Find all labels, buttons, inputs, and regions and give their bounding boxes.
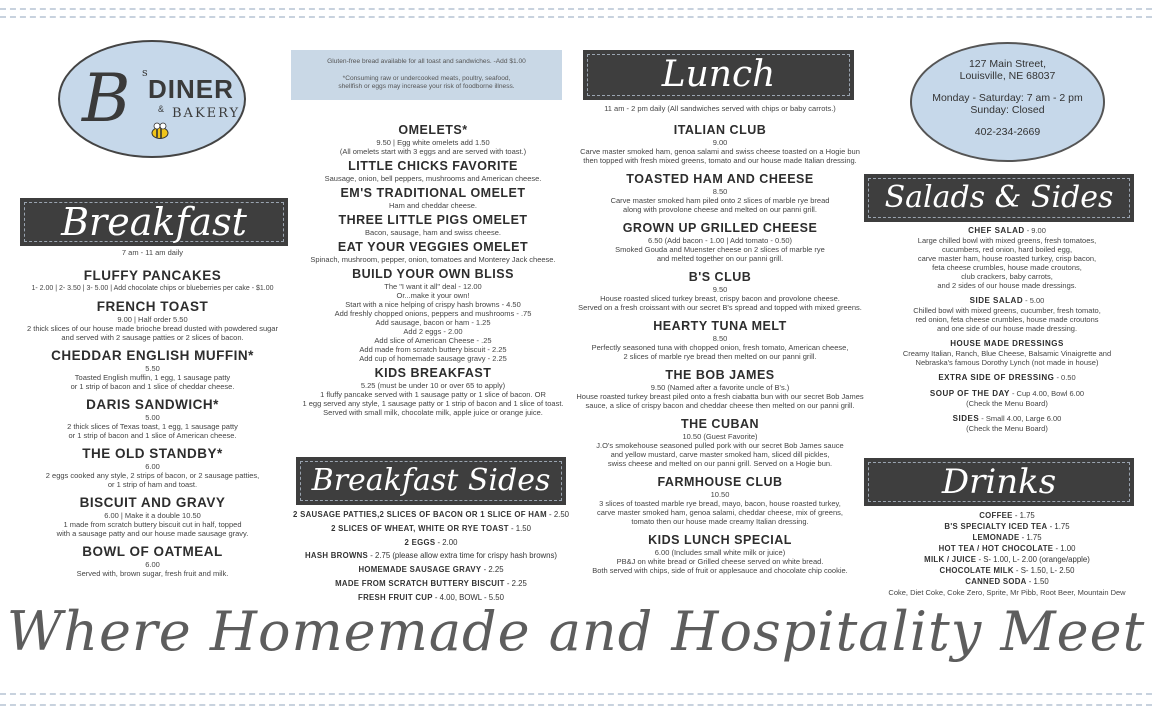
drink-item — [862, 521, 1152, 532]
item-desc: Both served with chips, side of fruit or applesauce and chocolate chip cookie. — [592, 566, 848, 575]
item-name: EAT YOUR VEGGIES OMELET — [337, 240, 529, 254]
warning-note-line2: shellfish or eggs may increase your risk of foodborne illness. — [338, 83, 515, 90]
breakfast-sides-section — [291, 508, 571, 605]
item-desc: 9.50 (Named after a favorite uncle of B's.) — [650, 383, 790, 392]
phone-number: 402-234-2669 — [974, 126, 1041, 138]
item-desc: Add freshly chopped onions, peppers and mushrooms - .75 — [334, 309, 532, 318]
item-price: - 9.00 — [1024, 226, 1046, 235]
salad-item — [862, 388, 1152, 408]
drink-item — [862, 576, 1152, 587]
item-desc: (Check the Menu Board) — [966, 399, 1048, 408]
logo-superscript: s — [142, 66, 148, 79]
item-desc: 9.00 | Half order 5.50 — [117, 315, 188, 324]
item-desc: (All omelets start with 3 eggs and are served with toast.) — [339, 147, 527, 156]
item-desc: 1 made from scratch buttery biscuit cut in half, topped — [63, 520, 242, 529]
drink-price: - 1.50 — [1026, 577, 1049, 586]
item-desc: House roasted turkey breast piled onto a fresh ciabatta bun with our secret Bob James — [576, 392, 864, 401]
item-desc: Add slice of American Cheese - .25 — [374, 336, 492, 345]
item-desc: along with provolone cheese and melted on our panni grill. — [623, 205, 817, 214]
item-desc: carve master ham, house roasted turkey, crisp bacon, — [917, 254, 1097, 263]
item-desc: and 2 sides of our house made dressings. — [937, 281, 1077, 290]
side-name: HASH BROWNS — [304, 551, 369, 561]
item-price: - Cup 4.00, Bowl 6.00 — [1009, 389, 1085, 398]
drinks-title: Drinks — [941, 462, 1057, 502]
side-item — [291, 549, 571, 563]
omelet-item — [288, 123, 578, 156]
item-name: EM'S TRADITIONAL OMELET — [340, 186, 526, 200]
item-desc: 1- 2.00 | 2- 3.50 | 3- 5.00 | Add chocolate chips or blueberries per cake - $1.00 — [31, 285, 274, 292]
drink-item — [862, 510, 1152, 521]
side-price: - 2.00 — [435, 537, 458, 547]
side-price: - 2.25 — [504, 578, 527, 588]
item-name: BISCUIT AND GRAVY — [79, 495, 226, 510]
side-price: - 4.00, BOWL - 5.50 — [432, 592, 504, 602]
item-desc: Add sausage, bacon or ham - 1.25 — [375, 318, 491, 327]
item-desc: 1 fluffy pancake served with 1 sausage patty or 1 slice of bacon. OR — [320, 390, 546, 399]
item-name: KIDS BREAKFAST — [374, 366, 492, 380]
item-desc: Or...make it your own! — [396, 291, 470, 300]
side-name: 2 EGGS — [404, 537, 436, 547]
item-desc: or 1 strip of ham and toast. — [107, 480, 198, 489]
drink-item — [862, 554, 1152, 565]
item-desc: Carve master smoked ham, genoa salami and swiss cheese toasted on a Hogie bun — [580, 147, 860, 156]
item-name: THE BOB JAMES — [665, 368, 775, 382]
omelet-item — [288, 159, 578, 183]
side-price: - 2.50 — [546, 510, 569, 519]
top-dashed-border — [0, 16, 1152, 18]
address-city: Louisville, NE 68037 — [959, 70, 1056, 82]
side-item — [291, 577, 571, 591]
lunch-item — [575, 368, 865, 410]
logo-amp: & — [158, 104, 165, 114]
item-desc: Served with, brown sugar, fresh fruit and milk. — [76, 569, 229, 578]
logo-subtitle: BAKERY — [172, 106, 241, 121]
item-desc: (Check the Menu Board) — [966, 424, 1048, 433]
bottom-dashed-border — [0, 704, 1152, 706]
address-oval — [910, 42, 1105, 162]
item-desc: carve master smoked ham, genoa salami, cheddar cheese, mix of greens, — [597, 508, 843, 517]
item-name: HEARTY TUNA MELT — [653, 319, 787, 333]
lunch-item — [575, 172, 865, 214]
omelet-item — [288, 186, 578, 210]
item-name: THREE LITTLE PIGS OMELET — [338, 213, 528, 227]
item-desc: Creamy Italian, Ranch, Blue Cheese, Balsamic Vinaigrette and — [902, 349, 1112, 358]
item-name: B'S CLUB — [688, 270, 752, 284]
item-desc: 6.00 | Make it a double 10.50 — [104, 511, 201, 520]
drink-item — [862, 565, 1152, 576]
lunch-title: Lunch — [661, 54, 776, 95]
item-name: GROWN UP GRILLED CHEESE — [622, 221, 818, 235]
item-desc: Chilled bowl with mixed greens, cucumber, fresh tomato, — [913, 306, 1101, 315]
salad-item — [862, 413, 1152, 433]
side-item — [291, 508, 571, 522]
item-desc: and one side of our house made dressing. — [936, 324, 1078, 333]
item-desc: Served on a fresh croissant with our secret B's spread and topped with mixed greens. — [578, 303, 862, 312]
item-name: SOUP OF THE DAY — [929, 389, 1010, 398]
omelet-item — [288, 366, 578, 417]
drink-name: CHOCOLATE MILK — [939, 566, 1014, 575]
item-desc: club crackers, baby carrots, — [961, 272, 1053, 281]
item-desc: or 1 strip of bacon and 1 slice of cheddar cheese. — [70, 382, 235, 391]
drink-price: - S- 1.00, L- 2.00 (orange/apple) — [976, 555, 1090, 564]
item-header — [862, 372, 1152, 383]
salad-item — [862, 372, 1152, 383]
item-desc: Perfectly seasoned tuna with chopped onion, fresh tomato, American cheese, — [591, 343, 849, 352]
item-desc: swiss cheese and melted on our panni grill. Served on a Hogie bun. — [607, 459, 833, 468]
salads-title: Salads & Sides — [884, 180, 1114, 215]
side-price: - 2.75 (please allow extra time for crispy hash browns) — [368, 551, 557, 561]
breakfast-section — [0, 248, 305, 584]
item-desc: 9.50 — [712, 285, 728, 294]
lunch-item — [575, 221, 865, 263]
item-name: BUILD YOUR OWN BLISS — [352, 267, 514, 281]
drink-name: MILK / JUICE — [924, 555, 977, 564]
item-desc: Served with small milk, chocolate milk, apple juice or orange juice. — [323, 408, 543, 417]
item-desc: 5.00 — [145, 413, 160, 422]
drink-name: B'S SPECIALTY ICED TEA — [944, 522, 1048, 531]
item-name: SIDES — [952, 414, 980, 423]
dietary-note — [291, 50, 562, 100]
drink-item — [862, 532, 1152, 543]
item-desc: House roasted sliced turkey breast, crispy bacon and provolone cheese. — [600, 294, 840, 303]
item-header — [862, 338, 1152, 349]
breakfast-sides-banner — [296, 457, 566, 505]
item-desc: 2 eggs cooked any style, 2 strips of bacon, or 2 sausage patties, — [45, 471, 260, 480]
item-desc: 9.50 | Egg white omelets add 1.50 — [376, 138, 490, 147]
item-desc: Sausage, onion, bell peppers, mushrooms and American cheese. — [324, 174, 542, 183]
item-desc: 9.00 — [712, 138, 728, 147]
side-item — [291, 536, 571, 550]
side-item — [291, 522, 571, 536]
item-desc: 6.00 — [145, 560, 160, 569]
item-name: LITTLE CHICKS FAVORITE — [348, 159, 518, 173]
item-desc: 1 egg served any style, 1 sausage patty or 1 strip of bacon and 1 slice of toast. — [302, 399, 564, 408]
item-desc: 8.50 — [712, 334, 728, 343]
item-desc: Nebraska's famous Dorothy Lynch (not made in house) — [915, 358, 1099, 367]
item-desc: Carve master smoked ham piled onto 2 slices of marble rye bread — [610, 196, 830, 205]
salad-item — [862, 225, 1152, 290]
lunch-item — [575, 270, 865, 312]
address-street: 127 Main Street, — [968, 58, 1047, 70]
breakfast-item — [0, 397, 305, 440]
item-desc: 8.50 — [712, 187, 728, 196]
item-desc: 2 thick slices of Texas toast, 1 egg, 1 sausage patty — [67, 422, 238, 431]
salads-banner — [864, 174, 1134, 222]
drink-name: COFFEE — [979, 511, 1013, 520]
side-price: - 1.50 — [508, 523, 531, 533]
item-desc: Large chilled bowl with mixed greens, fresh tomatoes, — [917, 236, 1097, 245]
side-name: HOMEMADE SAUSAGE GRAVY — [358, 565, 482, 575]
item-desc: 5.25 (must be under 10 or over 65 to apply) — [360, 381, 506, 390]
item-price: - 0.50 — [1054, 373, 1076, 382]
item-desc: 10.50 (Guest Favorite) — [682, 432, 758, 441]
breakfast-item — [0, 268, 305, 293]
warning-note-line1: *Consuming raw or undercooked meats, poultry, seafood, — [342, 74, 511, 82]
item-header — [862, 295, 1152, 306]
item-desc: Add made from scratch buttery biscuit - 2.25 — [359, 345, 507, 354]
item-desc: and served with 2 sausage patties or 2 slices of bacon. — [61, 333, 244, 342]
breakfast-item — [0, 348, 305, 391]
item-header — [862, 413, 1152, 424]
drink-price: - S- 1.50, L- 2.50 — [1013, 566, 1075, 575]
breakfast-sides-title: Breakfast Sides — [311, 463, 551, 498]
hours-weekday: Monday - Saturday: 7 am - 2 pm — [932, 92, 1083, 104]
item-desc: and melted together on our panni grill. — [656, 254, 784, 263]
item-name: HOUSE MADE DRESSINGS — [950, 339, 1064, 348]
item-desc: Add 2 eggs - 2.00 — [403, 327, 463, 336]
omelets-section — [288, 123, 578, 420]
item-name: EXTRA SIDE OF DRESSING — [938, 373, 1055, 382]
item-desc: Ham and cheddar cheese. — [389, 201, 477, 210]
gluten-free-note: Gluten-free bread available for all toast and sandwiches. -Add $1.00 — [327, 58, 526, 65]
lunch-item — [575, 123, 865, 165]
item-name: FLUFFY PANCAKES — [83, 268, 222, 283]
item-desc: 6.50 (Add bacon - 1.00 | Add tomato - 0.50) — [647, 236, 793, 245]
item-name: CHEF SALAD — [968, 226, 1025, 235]
logo-letter: B — [82, 60, 131, 137]
item-desc: feta cheese crumbles, house made croutons, — [932, 263, 1082, 272]
item-name: THE CUBAN — [680, 417, 760, 431]
side-item — [291, 563, 571, 577]
drink-name: HOT TEA / HOT CHOCOLATE — [938, 544, 1054, 553]
item-desc: Start with a nice helping of crispy hash browns - 4.50 — [345, 300, 521, 309]
side-name: 2 SAUSAGE PATTIES,2 SLICES OF BACON OR 1 SLICE OF HAM — [293, 510, 547, 519]
breakfast-item — [0, 544, 305, 578]
drink-price: - 1.75 — [1019, 533, 1042, 542]
lunch-item — [575, 475, 865, 526]
breakfast-title: Breakfast — [61, 200, 247, 244]
lunch-item — [575, 319, 865, 361]
item-desc: cucumbers, red onion, hard boiled egg, — [941, 245, 1073, 254]
top-dashed-border — [0, 8, 1152, 10]
item-header — [862, 225, 1152, 236]
item-desc: 10.50 — [710, 490, 730, 499]
item-name: SIDE SALAD — [969, 296, 1024, 305]
breakfast-item — [0, 495, 305, 538]
breakfast-banner — [20, 198, 288, 246]
bottom-dashed-border — [0, 693, 1152, 695]
item-desc: Toasted English muffin, 1 egg, 1 sausage patty — [74, 373, 231, 382]
logo-title: DINER — [148, 74, 234, 104]
item-desc: then topped with fresh mixed greens, tomato and our house made Italian dressing. — [583, 156, 857, 165]
omelet-item — [288, 240, 578, 264]
drink-price: - 1.00 — [1053, 544, 1076, 553]
drink-price: - 1.75 — [1012, 511, 1035, 520]
item-desc: and yellow mustard, carve master smoked ham, sliced dill pickles, — [610, 450, 830, 459]
item-price: - 5.00 — [1023, 296, 1045, 305]
omelet-item — [288, 267, 578, 363]
drink-item — [862, 543, 1152, 554]
item-name: FRENCH TOAST — [96, 299, 209, 314]
side-name: 2 SLICES OF WHEAT, WHITE OR RYE TOAST — [331, 523, 509, 533]
item-desc: The "I want it all" deal - 12.00 — [384, 282, 482, 291]
item-desc: sauce, a slice of crispy bacon and cheddar cheese then melted on our panni grill. — [585, 401, 855, 410]
item-desc: red onion, feta cheese crumbles, house made croutons — [915, 315, 1099, 324]
item-name: ITALIAN CLUB — [673, 123, 767, 137]
side-name: MADE FROM SCRATCH BUTTERY BISCUIT — [335, 578, 505, 588]
lunch-section — [575, 104, 865, 581]
item-name: BOWL OF OATMEAL — [82, 544, 223, 559]
soda-list: Coke, Diet Coke, Coke Zero, Sprite, Mr Pibb, Root Beer, Mountain Dew — [888, 588, 1126, 597]
lunch-item — [575, 417, 865, 468]
slogan: Where Homemade and Hospitality Meet — [6, 600, 1146, 663]
item-desc: 2 thick slices of our house made brioche bread dusted with powdered sugar — [27, 324, 278, 333]
bee-icon — [148, 122, 172, 145]
item-header — [862, 388, 1152, 399]
item-desc: 6.00 — [145, 462, 160, 471]
drinks-section — [862, 510, 1152, 597]
item-desc: 5.50 — [145, 364, 160, 373]
lunch-item — [575, 533, 865, 575]
item-desc: Smoked Gouda and Muenster cheese on 2 slices of marble rye — [615, 245, 825, 254]
salad-item — [862, 338, 1152, 367]
item-name: CHEDDAR ENGLISH MUFFIN* — [51, 348, 254, 363]
item-desc: tomato then our house made creamy Italian dressing. — [631, 517, 809, 526]
diner-logo — [58, 40, 246, 158]
drink-price: - 1.75 — [1047, 522, 1070, 531]
item-desc: 2 slices of marble rye bread then melted on our panni grill. — [623, 352, 817, 361]
item-desc: Bacon, sausage, ham and swiss cheese. — [365, 228, 501, 237]
breakfast-hours: 7 am - 11 am daily — [121, 248, 184, 257]
drink-name: LEMONADE — [972, 533, 1020, 542]
item-name: KIDS LUNCH SPECIAL — [648, 533, 792, 547]
drinks-banner — [864, 458, 1134, 506]
salad-item — [862, 295, 1152, 333]
side-price: - 2.25 — [481, 565, 504, 575]
omelet-item — [288, 213, 578, 237]
item-name: FARMHOUSE CLUB — [657, 475, 783, 489]
lunch-banner — [583, 50, 854, 100]
item-desc: Spinach, mushroom, pepper, onion, tomatoes and Monterey Jack cheese. — [310, 255, 556, 264]
item-desc: 3 slices of toasted marble rye bread, mayo, bacon, house roasted turkey, — [599, 499, 841, 508]
breakfast-item — [0, 299, 305, 342]
item-price: - Small 4.00, Large 6.00 — [979, 414, 1062, 423]
item-desc: Add cup of homemade sausage gravy - 2.25 — [359, 354, 507, 363]
hours-sunday: Sunday: Closed — [970, 104, 1045, 116]
side-name: FRESH FRUIT CUP — [358, 592, 433, 602]
drink-name: CANNED SODA — [965, 577, 1027, 586]
salads-section — [862, 225, 1152, 439]
item-name: TOASTED HAM AND CHEESE — [626, 172, 814, 186]
item-desc: J.O's smokehouse seasoned pulled pork with our secret Bob James sauce — [596, 441, 844, 450]
item-desc: or 1 strip of bacon and 1 slice of American cheese. — [68, 431, 237, 440]
breakfast-item — [0, 446, 305, 489]
item-desc: with a sausage patty and our house made sausage gravy. — [56, 529, 249, 538]
item-name: OMELETS* — [398, 123, 468, 137]
item-desc: PB&J on white bread or Grilled cheese served on white bread. — [616, 557, 824, 566]
item-name: DARIS SANDWICH* — [86, 397, 219, 412]
lunch-hours: 11 am - 2 pm daily (All sandwiches served with chips or baby carrots.) — [604, 104, 836, 113]
item-desc: 6.00 (Includes small white milk or juice) — [654, 548, 786, 557]
item-name: THE OLD STANDBY* — [82, 446, 223, 461]
